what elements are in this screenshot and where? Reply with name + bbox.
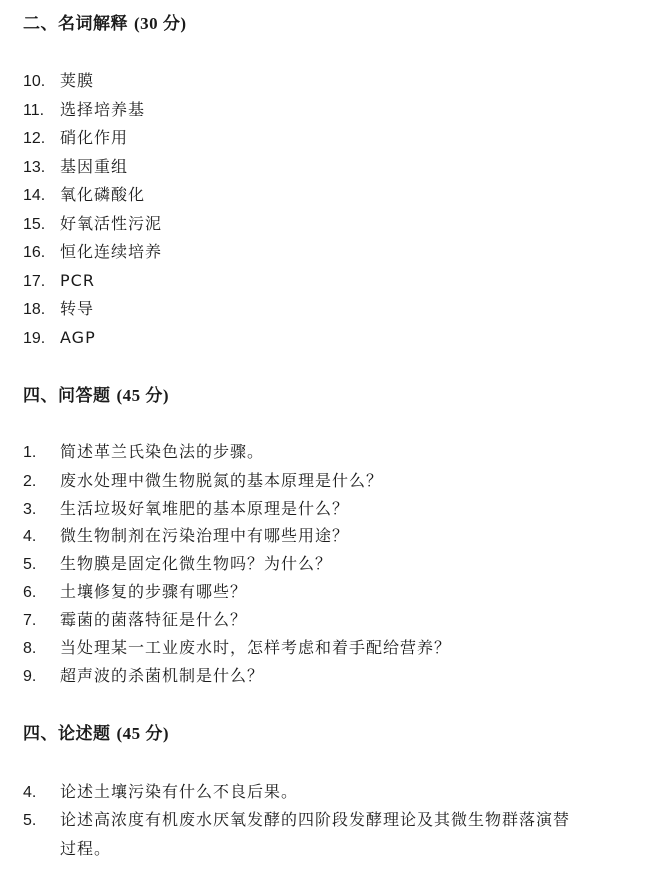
list-item [23,665,264,688]
list-item [23,298,94,321]
section-score: (45 分) [116,386,170,405]
list-item [23,809,570,832]
item-number: 15. [23,216,46,233]
item-text: 基因重组 [60,157,129,176]
item-text: 选择培养基 [60,100,146,119]
item-number: 4. [23,528,37,545]
item-number: 18. [23,301,46,318]
item-number: 14. [23,187,46,204]
item-text: 好氧活性污泥 [60,214,163,233]
item-text: 生活垃圾好氧堆肥的基本原理是什么？ [60,499,350,518]
item-text: 简述革兰氏染色法的步骤。 [60,442,265,461]
item-text: 氧化磷酸化 [60,185,146,204]
list-item [23,213,162,236]
list-item [23,327,96,350]
item-number: 7. [23,612,37,629]
item-text-continuation: 过程。 [60,839,112,858]
section-title: 四、问答题 [23,386,111,406]
item-text: 微生物制剂在污染治理中有哪些用途？ [60,526,350,545]
item-number: 16. [23,244,46,261]
item-text: AGP [60,328,96,347]
list-item [23,525,349,548]
list-item [23,156,128,179]
item-number: 5. [23,556,37,573]
section-title: 四、论述题 [23,724,111,744]
item-number: 13. [23,159,46,176]
item-text: 废水处理中微生物脱氮的基本原理是什么？ [60,471,384,490]
section-score: (30 分) [134,14,187,33]
list-item [23,70,94,93]
item-text: 超声波的杀菌机制是什么？ [60,666,265,685]
item-number: 9. [23,668,37,685]
section-title: 二、名词解释 [23,14,128,34]
section-heading-essays [23,723,169,745]
list-item [23,441,264,464]
item-number: 10. [23,73,46,90]
item-number: 5. [23,812,37,829]
item-text: 恒化连续培养 [60,242,163,261]
item-text: 当处理某一工业废水时，怎样考虑和着手配给营养？ [60,638,452,657]
list-item [23,184,145,207]
item-text: 硝化作用 [60,128,129,147]
item-text: 转导 [60,299,95,318]
item-number: 8. [23,640,37,657]
list-item [23,581,247,604]
item-text: 论述土壤污染有什么不良后果。 [60,782,299,801]
list-item [23,781,298,804]
item-number: 6. [23,584,37,601]
list-item [23,637,451,660]
item-text: 霉菌的菌落特征是什么？ [60,610,248,629]
section-heading-questions [23,385,169,407]
item-text: 土壤修复的步骤有哪些？ [60,582,248,601]
list-item [23,553,332,576]
list-item [23,609,247,632]
item-number: 19. [23,330,46,347]
item-text: PCR [60,271,95,290]
item-number: 2. [23,473,37,490]
list-item [23,127,128,150]
item-number: 3. [23,501,37,518]
item-number: 1. [23,444,37,461]
item-number: 4. [23,784,37,801]
list-item [23,99,145,122]
item-text: 生物膜是固定化微生物吗？为什么？ [60,554,333,573]
list-item [23,270,95,293]
item-text: 论述高浓度有机废水厌氧发酵的四阶段发酵理论及其微生物群落演替 [60,810,571,829]
list-item [23,498,349,521]
list-item [23,241,162,264]
section-heading-terms [23,13,187,35]
item-number: 11. [23,102,45,119]
section-score: (45 分) [116,724,170,743]
list-item [23,470,383,493]
item-number: 12. [23,130,46,147]
item-text: 荚膜 [60,71,95,90]
item-number: 17. [23,273,46,290]
